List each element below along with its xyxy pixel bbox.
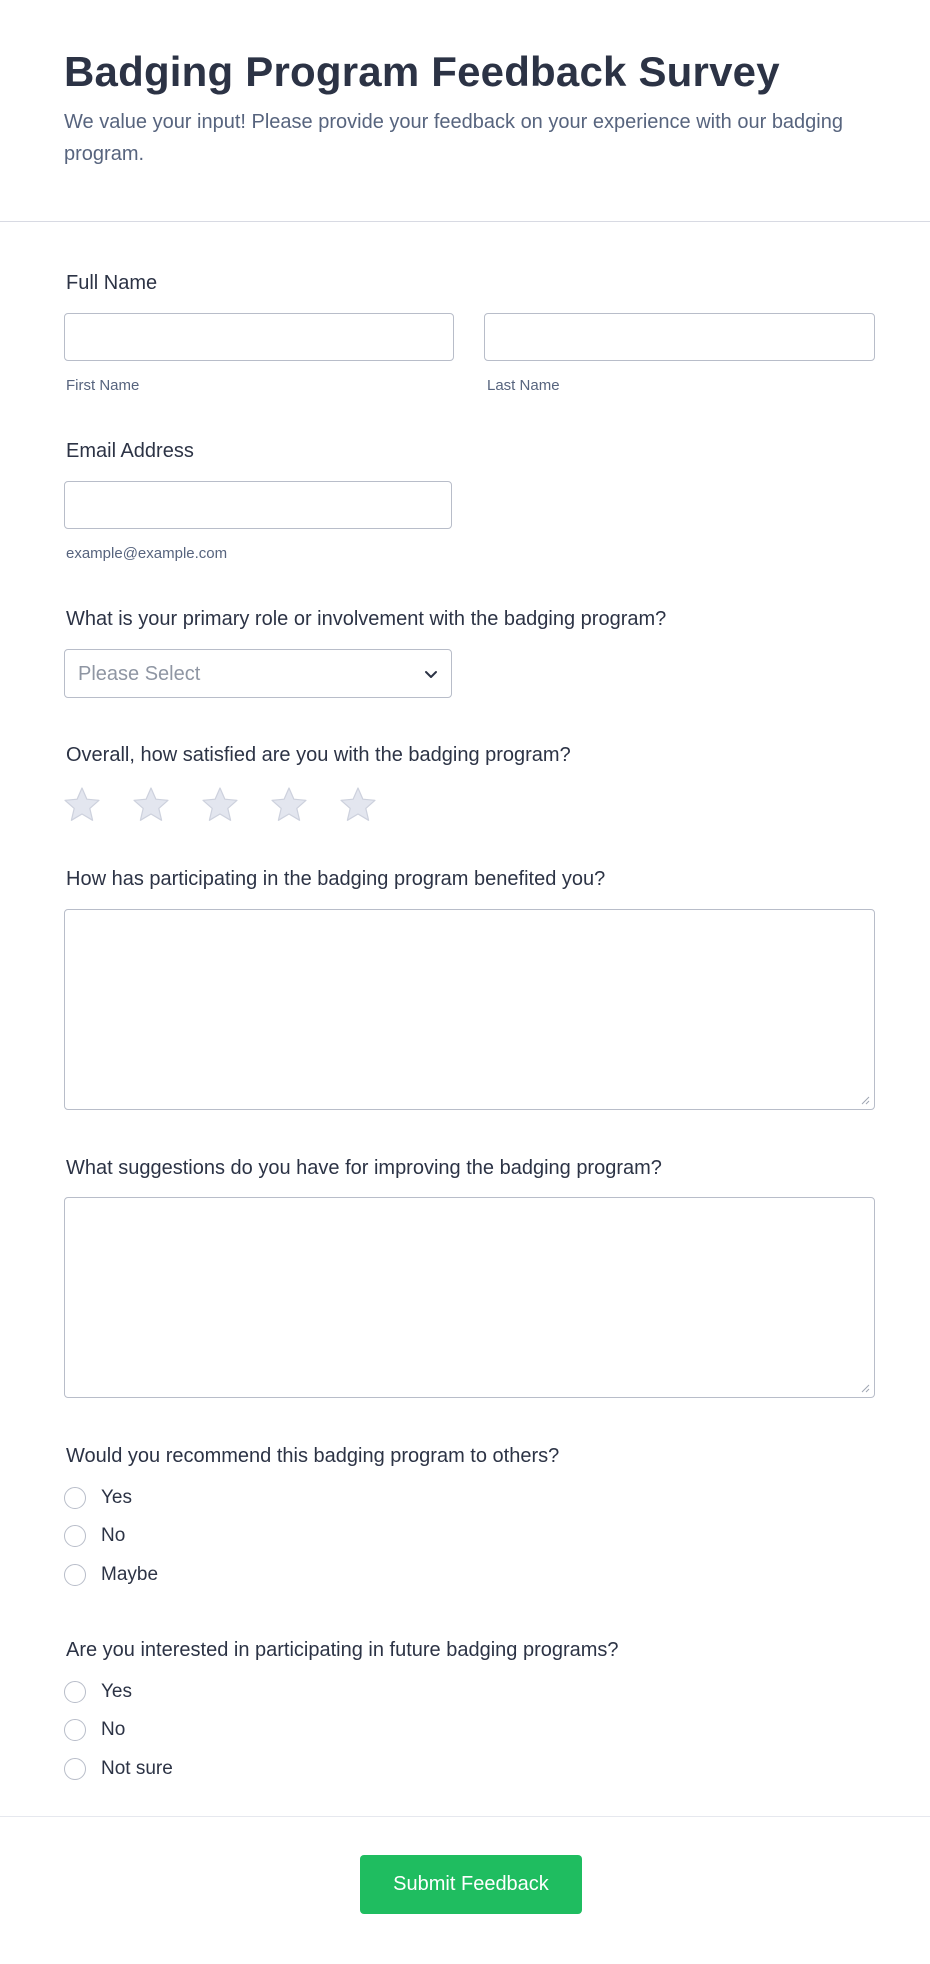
recommend-label: Would you recommend this badging program to others?: [66, 1445, 560, 1467]
email-label: Email Address: [66, 440, 194, 462]
role-select-value: Please Select: [78, 663, 201, 685]
radio-button[interactable]: [64, 1487, 86, 1509]
last-name-sublabel: Last Name: [487, 377, 560, 394]
resize-grip-icon[interactable]: [861, 1384, 870, 1393]
radio-label: Not sure: [101, 1758, 173, 1779]
resize-grip-icon[interactable]: [861, 1096, 870, 1105]
suggestions-label: What suggestions do you have for improving the badging program?: [66, 1157, 662, 1179]
email-input[interactable]: [65, 482, 451, 528]
last-name-input[interactable]: [485, 314, 874, 360]
radio-button[interactable]: [64, 1525, 86, 1547]
email-sublabel: example@example.com: [66, 545, 228, 562]
star-icon[interactable]: [269, 785, 309, 825]
last-name-field[interactable]: [484, 313, 875, 361]
star-rating: [62, 785, 392, 825]
satisfaction-label: Overall, how satisfied are you with the badging program?: [66, 744, 571, 766]
radio-label: No: [101, 1525, 126, 1546]
first-name-sublabel: First Name: [66, 377, 140, 394]
benefits-textarea[interactable]: [64, 909, 875, 1110]
radio-label: Maybe: [101, 1564, 159, 1585]
first-name-input[interactable]: [65, 314, 453, 360]
suggestions-textarea[interactable]: [64, 1197, 875, 1398]
role-select[interactable]: [64, 649, 452, 698]
star-icon[interactable]: [131, 785, 171, 825]
full-name-label: Full Name: [66, 272, 158, 294]
star-icon[interactable]: [62, 785, 102, 825]
page-title: Badging Program Feedback Survey: [64, 48, 780, 95]
radio-button[interactable]: [64, 1758, 86, 1780]
future-label: Are you interested in participating in future badging programs?: [66, 1639, 619, 1661]
form-header: [0, 0, 930, 222]
radio-button[interactable]: [64, 1681, 86, 1703]
email-field[interactable]: [64, 481, 452, 529]
radio-button[interactable]: [64, 1719, 86, 1741]
benefits-label: How has participating in the badging program benefited you?: [66, 868, 606, 890]
star-icon[interactable]: [338, 785, 378, 825]
role-label: What is your primary role or involvement with the badging program?: [66, 608, 667, 630]
radio-label: Yes: [101, 1487, 132, 1508]
submit-feedback-button[interactable]: Submit Feedback: [360, 1855, 582, 1914]
footer-divider: [0, 1816, 930, 1817]
star-icon[interactable]: [200, 785, 240, 825]
chevron-down-icon: [423, 666, 439, 682]
first-name-field[interactable]: [64, 313, 454, 361]
page-subtitle: We value your input! Please provide your feedback on your experience with our badging program.: [64, 111, 843, 165]
radio-label: Yes: [101, 1681, 132, 1702]
radio-label: No: [101, 1719, 126, 1740]
radio-button[interactable]: [64, 1564, 86, 1586]
